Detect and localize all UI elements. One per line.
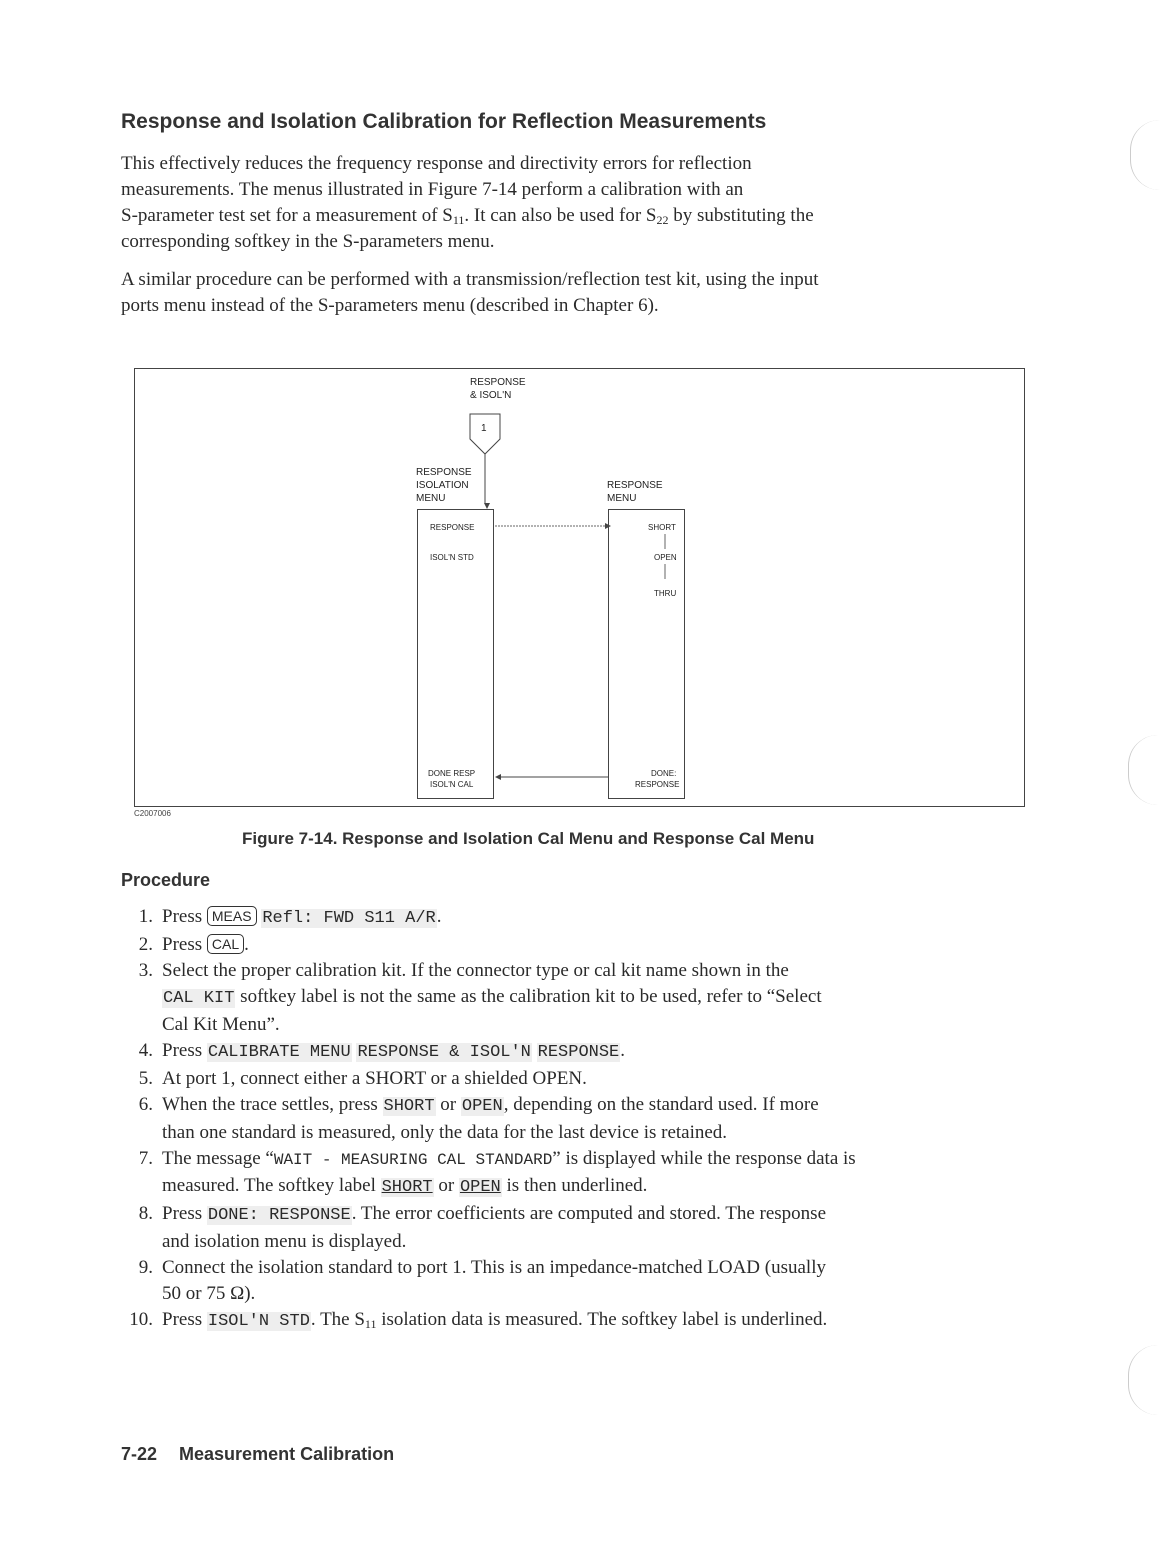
procedure-step: 1. Press MEAS Refl: FWD S11 A/R. (138, 906, 442, 928)
left-menu-title: RESPONSE (416, 467, 472, 478)
cal-hardkey[interactable]: CAL (207, 934, 244, 954)
binder-hole-mark (1130, 120, 1165, 190)
softkey-done-response: DONE: (651, 769, 677, 778)
step-number: 1 (481, 423, 487, 434)
procedure-step: 3. Select the proper calibration kit. If the connector type or cal kit name shown in the CAL KIT softkey label is not the same as the calibration kit to be used, refer to “Select Cal Kit Menu”. (138, 960, 822, 1035)
binder-hole-mark (1128, 1345, 1163, 1415)
second-paragraph (121, 267, 1041, 319)
procedure-step: 7. The message “WAIT - MEASURING CAL STANDARD” is displayed while the response data is measured. The softkey label SHORT or OPEN is then underlined. (138, 1148, 856, 1197)
softkey-done-response: RESPONSE (635, 780, 680, 789)
isoln-std-softkey[interactable]: ISOL'N STD (207, 1312, 310, 1331)
open-softkey[interactable]: OPEN (461, 1097, 503, 1116)
softkey-isoln-std: ISOL'N STD (430, 553, 474, 562)
section-title: Response and Isolation Calibration for Reflection Measurements (121, 110, 767, 133)
softkey-done-resp: DONE RESP (428, 769, 476, 778)
text-line: A similar procedure can be performed with a transmission/reflection test kit, using the input (121, 269, 819, 290)
figure-caption: Figure 7-14. Response and Isolation Cal Menu and Response Cal Menu (242, 829, 815, 848)
top-menu-label: RESPONSE (470, 377, 526, 388)
right-menu-title: RESPONSE (607, 480, 663, 491)
left-menu-title: ISOLATION (416, 480, 469, 491)
page-number: 7-22 (121, 1444, 158, 1464)
left-menu-title: MENU (416, 493, 446, 504)
page-footer (121, 1444, 394, 1465)
procedure-heading: Procedure (121, 870, 211, 890)
softkey-response: RESPONSE (430, 523, 475, 532)
procedure-step: 4. Press CALIBRATE MENU RESPONSE & ISOL'N RESPONSE. (138, 1040, 626, 1062)
response-softkey[interactable]: RESPONSE (537, 1043, 620, 1062)
text-line: corresponding softkey in the S-parameters menu. (121, 231, 495, 252)
top-menu-label: & ISOL'N (470, 390, 512, 401)
procedure-step: 9. Connect the isolation standard to port 1. This is an impedance-matched LOAD (usually 50 or 75 Ω). (138, 1257, 826, 1304)
procedure-steps (121, 904, 1021, 1335)
softkey-thru: THRU (654, 589, 677, 598)
right-menu-title: MENU (607, 493, 637, 504)
softkey-done-resp: ISOL'N CAL (430, 780, 474, 789)
calibrate-menu-softkey[interactable]: CALIBRATE MENU (207, 1043, 351, 1062)
text-line: ports menu instead of the S-parameters menu (described in Chapter 6). (121, 295, 659, 316)
figure-id: C2007006 (134, 809, 171, 818)
menu-diagram (134, 368, 1025, 807)
procedure-step: 10. Press ISOL'N STD. The $S_{11}$ isolation data is measured. The softkey label is underlined. (129, 1309, 828, 1331)
binder-hole-mark (1128, 735, 1163, 805)
footer-section: Measurement Calibration (179, 1444, 395, 1464)
text-line: This effectively reduces the frequency response and directivity errors for reflection (121, 153, 752, 174)
softkey-short: SHORT (648, 523, 676, 532)
meas-hardkey[interactable]: MEAS (207, 906, 257, 926)
open-softkey[interactable]: OPEN (459, 1178, 501, 1197)
text-line: measurements. The menus illustrated in Figure 7-14 perform a calibration with an (121, 179, 744, 200)
response-isoln-softkey[interactable]: RESPONSE & ISOL'N (357, 1043, 531, 1062)
procedure-step: 2. Press CAL . (138, 934, 249, 955)
softkey-open: OPEN (654, 553, 677, 562)
cal-kit-softkey[interactable]: CAL KIT (163, 989, 235, 1008)
status-message: WAIT - MEASURING CAL STANDARD (273, 1151, 553, 1169)
diagram-connectors (135, 369, 1024, 806)
short-softkey[interactable]: SHORT (383, 1097, 435, 1116)
intro-paragraph (121, 151, 1041, 255)
procedure-step: 6. When the trace settles, press SHORT or OPEN, depending on the standard used. If more than one standard is measured, only the data for the last device is retained. (138, 1094, 819, 1143)
procedure-step: 8. Press DONE: RESPONSE. The error coefficients are computed and stored. The response and isolation menu is displayed. (138, 1203, 826, 1252)
text-line: S-parameter test set for a measurement of $S_{11}$. It can also be used for $S_{22}$ by substituting the (121, 205, 814, 227)
refl-fwd-s11-softkey[interactable]: Refl: FWD S11 A/R (262, 909, 436, 928)
procedure-step: 5. At port 1, connect either a SHORT or a shielded OPEN. (138, 1068, 587, 1089)
short-softkey[interactable]: SHORT (381, 1178, 433, 1197)
done-response-softkey[interactable]: DONE: RESPONSE (207, 1206, 351, 1225)
